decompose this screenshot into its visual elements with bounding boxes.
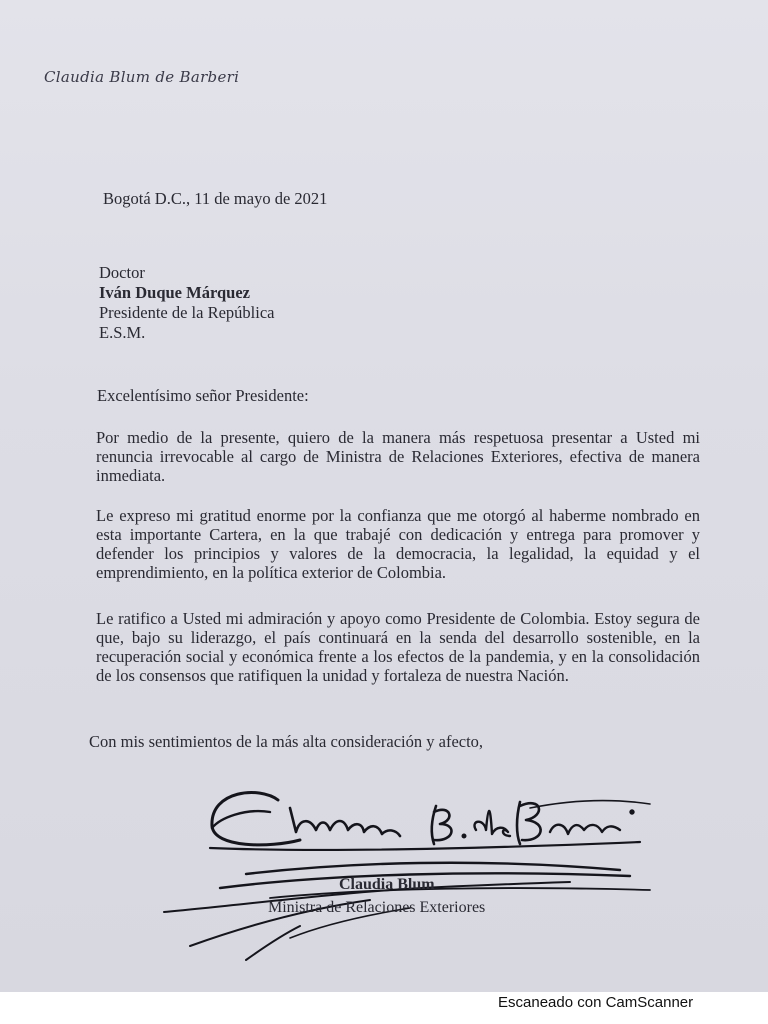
signatory-title: Ministra de Relaciones Exteriores	[268, 899, 486, 916]
closing-line: Con mis sentimientos de la más alta consideración y afecto,	[89, 732, 484, 751]
recipient-title: Doctor	[99, 263, 145, 282]
date-line: Bogotá D.C., 11 de mayo de 2021	[103, 189, 328, 208]
body-paragraph-3: Le ratifico a Usted mi admiración y apoyo como Presidente de Colombia. Estoy segura de que, bajo su liderazgo, el país continuará en la senda del desarrollo sostenible, en la recuperación social y económica frente a los efectos de la pandemia, y en la consolidación de los consensos que ratifiquen la unidad y fortaleza de nuestra Nación.	[96, 609, 700, 685]
recipient-position: Presidente de la República	[99, 303, 275, 322]
recipient-block	[99, 263, 274, 343]
signatory-name: Claudia Blum	[339, 876, 435, 893]
letterhead: Claudia Blum de Barberi	[44, 68, 240, 86]
scanner-watermark: Escaneado con CamScanner	[498, 994, 694, 1011]
handwritten-signature	[150, 778, 660, 968]
recipient-name: Iván Duque Márquez	[99, 283, 250, 302]
recipient-abbreviation: E.S.M.	[99, 323, 146, 342]
body-paragraph-1: Por medio de la presente, quiero de la manera más respetuosa presentar a Usted mi renuncia irrevocable al cargo de Ministra de Relaciones Exteriores, efectiva de manera inmediata.	[96, 428, 700, 485]
salutation: Excelentísimo señor Presidente:	[97, 386, 309, 405]
body-paragraph-2: Le expreso mi gratitud enorme por la confianza que me otorgó al haberme nombrado en esta importante Cartera, en la que trabajé con dedicación y entrega para promover y defender los principios y valores de la democracia, la legalidad, la equidad y el emprendimiento, en la política exterior de Colombia.	[96, 506, 700, 582]
